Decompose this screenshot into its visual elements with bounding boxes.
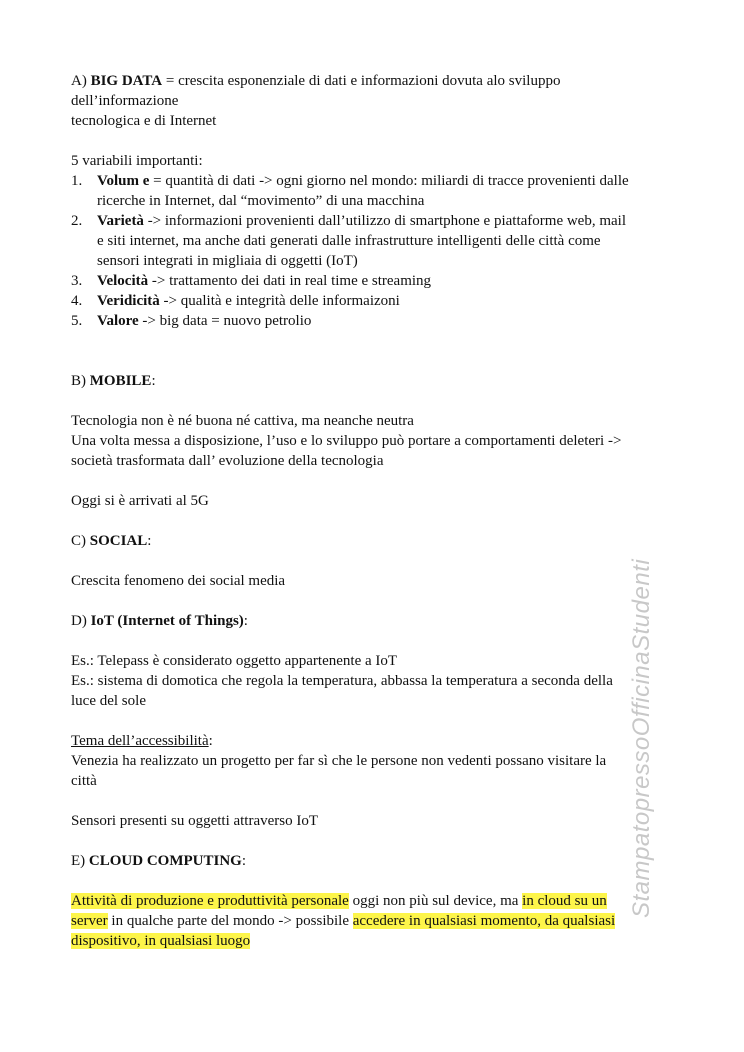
accessibility-heading: [71, 731, 213, 751]
section-prefix: E): [71, 853, 89, 869]
accessibility-title: Tema dell’accessibilità: [71, 733, 209, 749]
list-term: Valore: [97, 313, 139, 329]
cloud-line-1: [71, 891, 607, 911]
heading-colon: :: [243, 613, 248, 629]
iot-title: IoT (Internet of Things): [90, 613, 244, 629]
highlighted-text: dispositivo, in qualsiasi luogo: [71, 933, 251, 949]
section-prefix: D): [71, 613, 91, 629]
iot-example-2-continuation: luce del sole: [71, 693, 146, 709]
section-prefix: C): [71, 533, 90, 549]
heading-colon: :: [208, 733, 213, 749]
iot-example-2: Es.: sistema di domotica che regola la temperatura, abbassa la temperatura a seconda della: [71, 673, 613, 689]
big-data-line-2: dell’informazione: [71, 93, 179, 109]
list-term: Varietà: [97, 213, 144, 229]
highlighted-text: accedere in qualsiasi momento, da qualsiasi: [352, 913, 616, 929]
highlighted-text: Attività di produzione e produttività personale: [71, 893, 349, 909]
list-number: 3.: [71, 273, 83, 289]
mobile-paragraph-1: Tecnologia non è né buona né cattiva, ma neanche neutra: [71, 413, 414, 429]
accessibility-line-1: Venezia ha realizzato un progetto per far sì che le persone non vedenti possano visitare la: [71, 753, 607, 769]
list-text: -> qualità e integrità delle informaizoni: [159, 293, 400, 309]
iot-example-1: Es.: Telepass è considerato oggetto appartenente a IoT: [71, 653, 398, 669]
highlighted-text: server: [71, 913, 108, 929]
list-number: 2.: [71, 213, 83, 229]
cloud-heading: [71, 851, 246, 871]
cloud-title: CLOUD COMPUTING: [88, 853, 242, 869]
sensors-paragraph: Sensori presenti su oggetti attraverso IoT: [71, 813, 319, 829]
section-prefix: B): [71, 373, 90, 389]
big-data-definition: = crescita esponenziale di dati e informazioni dovuta alo sviluppo: [162, 73, 561, 89]
plain-text: in qualche parte del mondo -> possibile: [107, 913, 353, 929]
cloud-line-2: [71, 911, 615, 931]
list-term: Velocità: [97, 273, 149, 289]
highlighted-text: in cloud su un: [522, 893, 607, 909]
big-data-line-3: tecnologica e di Internet: [71, 113, 217, 129]
heading-colon: :: [151, 373, 156, 389]
plain-text: oggi non più sul device, ma: [348, 893, 523, 909]
variables-intro: 5 variabili importanti:: [71, 153, 203, 169]
big-data-title: BIG DATA: [90, 73, 163, 89]
list-item-continuation: ricerche in Internet, dal “movimento” di una macchina: [97, 193, 425, 209]
list-item-continuation: e siti internet, ma anche dati generati dalle infrastrutture intelligenti delle città come: [97, 233, 601, 249]
list-term: Veridicità: [97, 293, 160, 309]
list-item-continuation: sensori integrati in migliaia di oggetti (IoT): [97, 253, 358, 269]
mobile-heading: [71, 371, 156, 391]
list-number: 4.: [71, 293, 83, 309]
list-term: Volum e: [97, 173, 150, 189]
list-text: -> big data = nuovo petrolio: [138, 313, 312, 329]
mobile-paragraph-4: Oggi si è arrivati al 5G: [71, 493, 209, 509]
mobile-title: MOBILE: [89, 373, 152, 389]
heading-colon: :: [241, 853, 247, 869]
section-prefix: A): [71, 73, 91, 89]
social-heading: [71, 531, 151, 551]
watermark: StampatopressoOfficinaStudenti: [628, 558, 655, 918]
social-paragraph: Crescita fenomeno dei social media: [71, 573, 286, 589]
mobile-paragraph-3: società trasformata dall’ evoluzione della tecnologia: [71, 453, 384, 469]
list-number: 5.: [71, 313, 83, 329]
list-text: -> informazioni provenienti dall’utilizzo di smartphone e piattaforme web, mail: [143, 213, 626, 229]
cloud-line-3: [71, 931, 250, 951]
iot-heading: [71, 611, 248, 631]
mobile-paragraph-2: Una volta messa a disposizione, l’uso e lo sviluppo può portare a comportamenti deleteri ->: [71, 433, 622, 449]
social-title: SOCIAL: [89, 533, 148, 549]
heading-colon: :: [147, 533, 152, 549]
big-data-heading-line: [71, 71, 560, 91]
accessibility-line-2: città: [71, 773, 97, 789]
list-text: -> trattamento dei dati in real time e streaming: [148, 273, 432, 289]
list-text: = quantità di dati -> ogni giorno nel mondo: miliardi di tracce provenienti dalle: [149, 173, 629, 189]
list-number: 1.: [71, 173, 83, 189]
